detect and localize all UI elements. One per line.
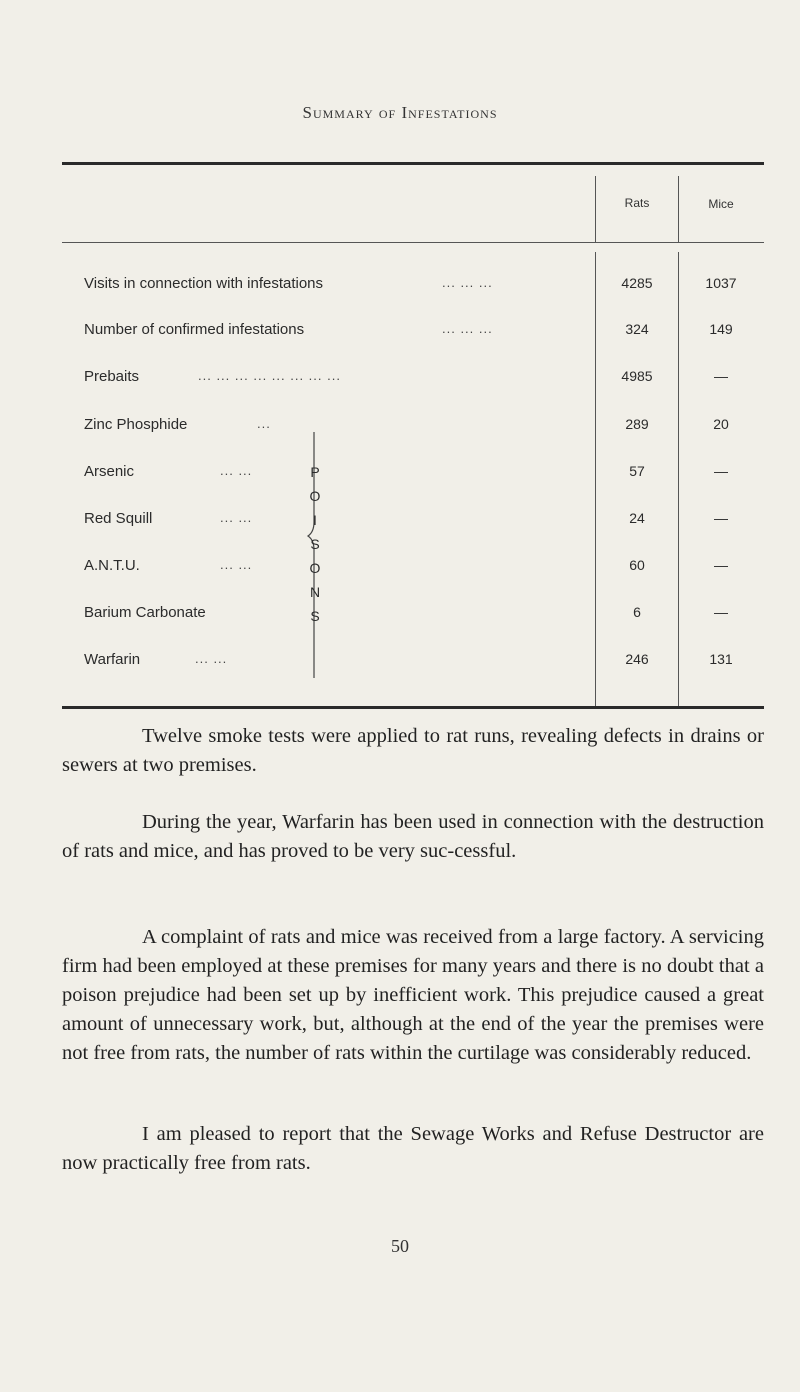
rats-value: 57	[629, 463, 645, 479]
table-top-rule	[62, 162, 764, 165]
leader-dots: ... ...	[195, 651, 228, 666]
paragraph: A complaint of rats and mice was received from a large factory. A servicing firm had been employed at these premises for many years and there is no doubt that a poison prejudice had been set up by inefficient work. This prejudice caused a great amount of unnecessary work, but, although at the end of the year the premises were not free from rats, the number of rats within the curtilage was considerably reduced.	[62, 926, 764, 1064]
rats-value: 246	[625, 651, 649, 667]
poisons-letter: O	[309, 560, 321, 576]
header-rats: Rats	[624, 196, 650, 210]
page-title: Summary of Infestations	[302, 103, 498, 122]
table-row	[0, 321, 800, 347]
row-label: Barium Carbonate	[84, 604, 206, 621]
mice-value: —	[714, 368, 728, 384]
rats-value: 4985	[621, 368, 653, 384]
leader-dots: ... ... ...	[442, 321, 493, 336]
mice-value: 149	[709, 321, 733, 337]
page-number: 50	[391, 1236, 409, 1256]
rats-value: 60	[629, 557, 645, 573]
header-bottom-rule	[62, 242, 764, 243]
poisons-letter: N	[309, 584, 321, 600]
leader-dots: ... ...	[220, 510, 253, 525]
paragraph: Twelve smoke tests were applied to rat runs, revealing defects in drains or sewers at two premises.	[62, 725, 764, 776]
poisons-letter: S	[310, 536, 320, 552]
mice-value: 20	[713, 416, 729, 432]
row-label: Prebaits	[84, 368, 140, 385]
leader-dots: ... ...	[220, 463, 253, 478]
poisons-letter: P	[310, 464, 320, 480]
row-label: A.N.T.U.	[84, 557, 140, 574]
mice-value: 131	[709, 651, 733, 667]
table-bottom-rule	[62, 706, 764, 709]
poisons-letter: O	[309, 488, 321, 504]
row-label: Warfarin	[84, 651, 141, 668]
mice-value: —	[714, 604, 728, 620]
leader-dots: ... ... ... ... ... ... ... ...	[198, 368, 341, 383]
rats-value: 6	[633, 604, 641, 620]
row-label: Red Squill	[84, 510, 153, 527]
header-mice: Mice	[708, 197, 734, 211]
row-label: Number of confirmed infestations	[84, 321, 305, 338]
leader-dots: ... ... ...	[442, 275, 493, 290]
leader-dots: ... ...	[220, 557, 253, 572]
mice-value: 1037	[705, 275, 737, 291]
table-row	[0, 368, 800, 394]
mice-value: —	[714, 463, 728, 479]
table-row	[0, 416, 800, 442]
row-label: Arsenic	[84, 463, 135, 480]
table-row	[0, 604, 800, 630]
table-row	[0, 557, 800, 583]
mice-value: —	[714, 557, 728, 573]
table-row	[0, 463, 800, 489]
rats-value: 289	[625, 416, 649, 432]
leader-dots: ...	[257, 416, 271, 431]
row-label: Zinc Phosphide	[84, 416, 188, 433]
poisons-letter: I	[313, 512, 317, 528]
rats-value: 324	[625, 321, 649, 337]
rats-value: 24	[629, 510, 645, 526]
rats-value: 4285	[621, 275, 653, 291]
table-row	[0, 651, 800, 677]
row-label: Visits in connection with infestations	[84, 275, 324, 292]
table-row	[0, 510, 800, 536]
mice-value: —	[714, 510, 728, 526]
table-row	[0, 275, 800, 301]
poisons-letter: S	[310, 608, 320, 624]
paragraph: During the year, Warfarin has been used in connection with the destruction of rats and mice, and has proved to be very suc-cessful.	[62, 811, 764, 862]
paragraph: I am pleased to report that the Sewage Works and Refuse Destructor are now practically free from rats.	[62, 1123, 764, 1174]
